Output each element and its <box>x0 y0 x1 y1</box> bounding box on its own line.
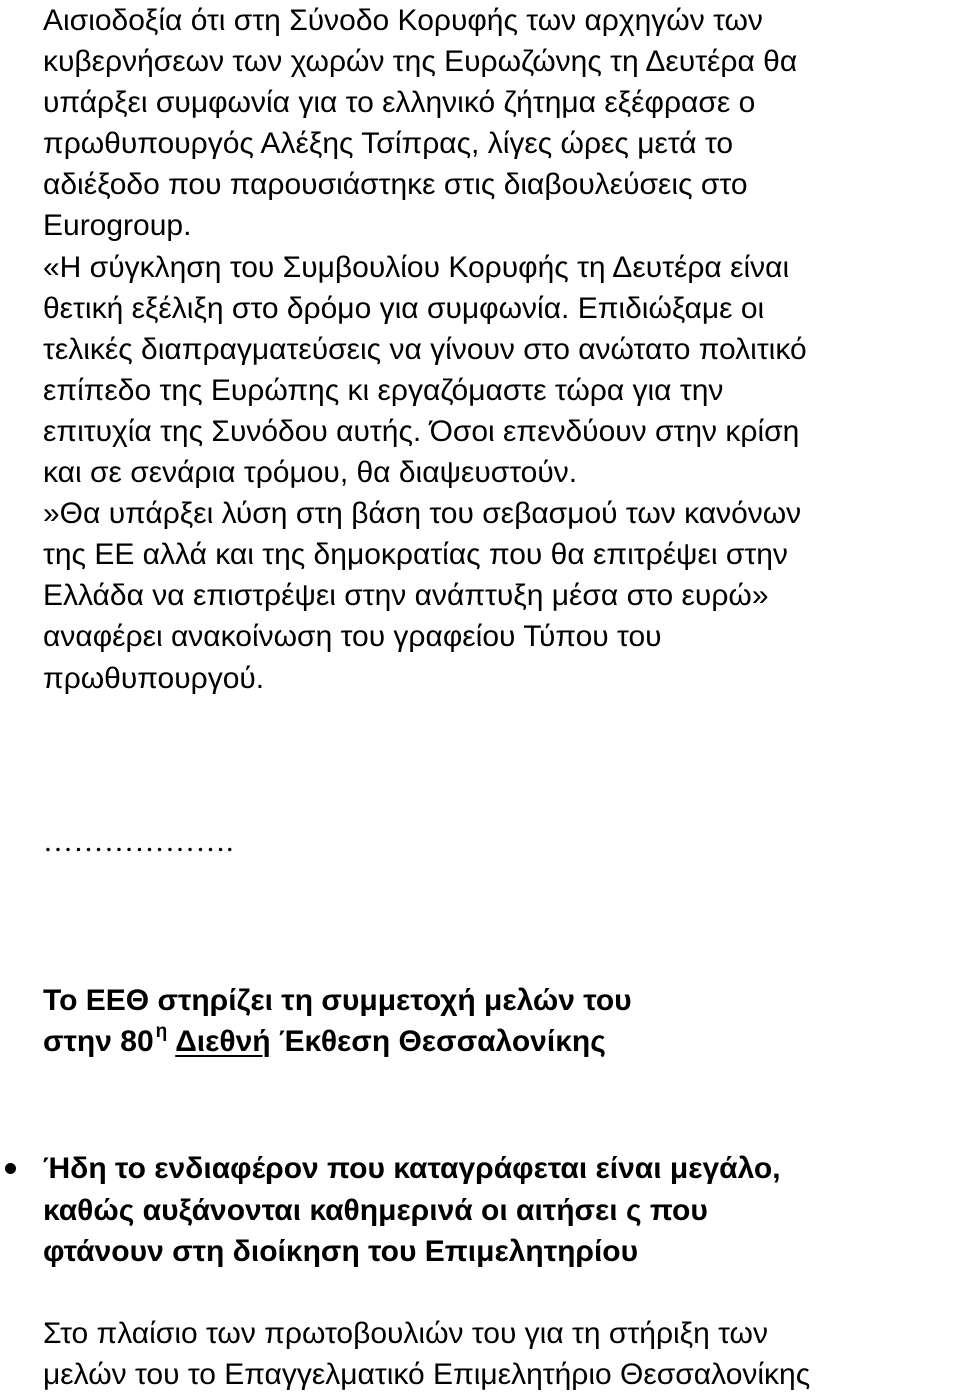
bullet-text <box>43 1148 781 1273</box>
article-line: κυβερνήσεων των χωρών της Ευρωζώνης τη Δευτέρα θα <box>43 45 798 79</box>
section-separator: ………………. <box>43 825 234 858</box>
article-paragraph <box>43 0 958 699</box>
article-line: θετική εξέλιξη στο δρόμο για συμφωνία. Επιδιώξαμε οι <box>43 291 765 325</box>
article-line: αναφέρει ανακοίνωση του γραφείου Τύπου του <box>43 620 662 654</box>
article-line: και σε σενάρια τρόμου, θα διαψευστούν. <box>43 456 578 490</box>
headline-superscript: η <box>155 1021 168 1042</box>
headline-underlined-word: Διεθνή <box>175 1025 271 1058</box>
headline-prefix: στην 80 <box>43 1025 154 1058</box>
article-line: Ελλάδα να επιστρέψει στην ανάπτυξη μέσα στο ευρώ» <box>43 579 769 613</box>
article-line: Αισιοδοξία ότι στη Σύνοδο Κορυφής των αρχηγών των <box>43 4 763 37</box>
bullet-line: φτάνουν στη διοίκηση του Επιμελητηρίου <box>43 1235 639 1268</box>
closing-line: μελών του το Επαγγελματικό Επιμελητήριο Θεσσαλονίκης <box>43 1358 811 1391</box>
article-line: «Η σύγκληση του Συμβουλίου Κορυφής τη Δευτέρα είναι <box>43 250 790 284</box>
article-line: επίπεδο της Ευρώπης κι εργαζόμαστε τώρα για την <box>43 373 724 407</box>
closing-line: Στο πλαίσιο των πρωτοβουλιών του για τη στήριξη των <box>43 1317 768 1350</box>
article-line: επιτυχία της Συνόδου αυτής. Όσοι επενδύουν στην κρίση <box>43 414 800 448</box>
article-line: »Θα υπάρξει λύση στη βάση του σεβασμού των κανόνων <box>43 497 802 531</box>
headline-line-1: Το ΕΕΘ στηρίζει τη συμμετοχή μελών του <box>43 984 632 1017</box>
closing-paragraph <box>43 1313 810 1395</box>
headline-line-2 <box>43 1021 632 1062</box>
article-line: υπάρξει συμφωνία για το ελληνικό ζήτημα εξέφρασε ο <box>43 86 756 120</box>
headline-suffix: Έκθεση Θεσσαλονίκης <box>270 1025 606 1058</box>
bullet-icon <box>5 1163 16 1174</box>
article-line: τελικές διαπραγματεύσεις να γίνουν στο ανώτατο πολιτικό <box>43 332 807 366</box>
article-line: της ΕΕ αλλά και της δημοκρατίας που θα επιτρέψει στην <box>43 538 788 572</box>
article-line: πρωθυπουργού. <box>43 661 265 695</box>
bullet-line: Ήδη το ενδιαφέρον που καταγράφεται είναι μεγάλο, <box>43 1152 781 1185</box>
bullet-line: καθώς αυξάνονται καθημερινά οι αιτήσει ς που <box>43 1193 708 1227</box>
article-line: αδιέξοδο που παρουσιάστηκε στις διαβουλεύσεις στο <box>43 168 748 202</box>
article-line: Eurogroup. <box>43 209 192 243</box>
article-line: πρωθυπουργός Αλέξης Τσίπρας, λίγες ώρες μετά το <box>43 127 734 161</box>
section-headline <box>43 980 632 1062</box>
article-body <box>43 0 958 699</box>
